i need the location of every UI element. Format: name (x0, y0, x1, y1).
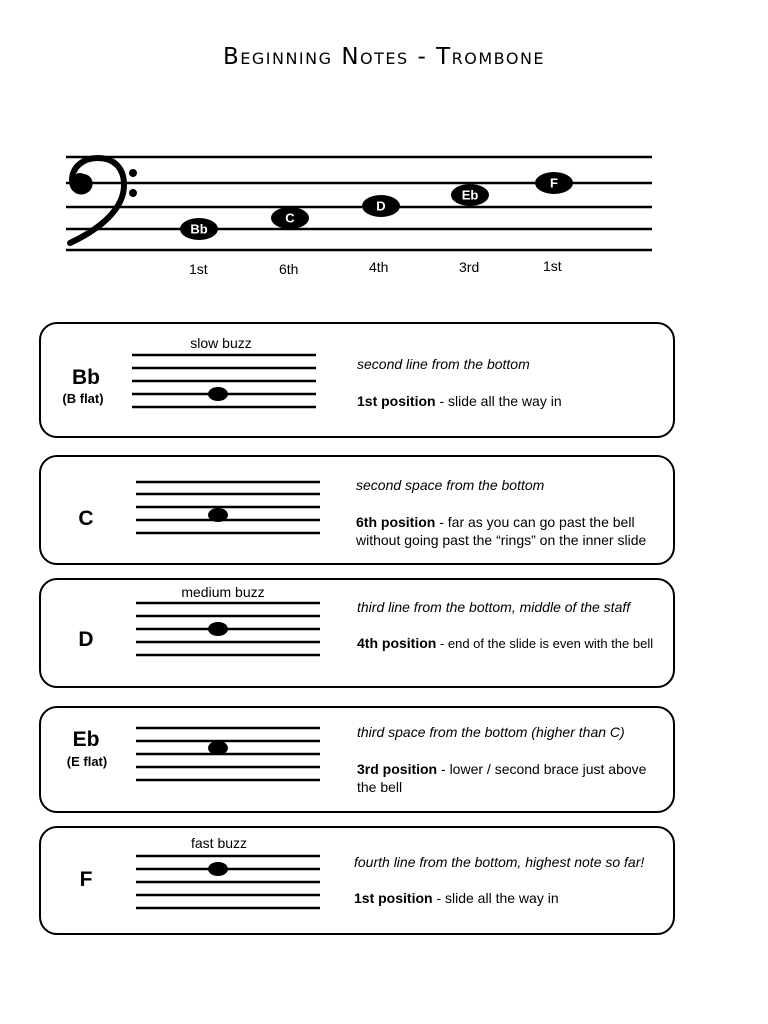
position-label: 3rd (459, 259, 480, 275)
overview-note-label: Eb (461, 187, 479, 203)
slide-position (357, 760, 647, 796)
note-alt-name: (E flat) (66, 754, 108, 769)
note-head (208, 387, 228, 401)
slide-position (354, 889, 654, 907)
position-label: 1st (189, 261, 208, 277)
overview-note-label: F (550, 175, 558, 191)
note-name: Bb (72, 366, 100, 389)
note-card-c (39, 455, 675, 565)
note-description: third space from the bottom (higher than C) (357, 724, 625, 740)
overview-note-label: Bb (190, 221, 208, 237)
slide-position (357, 634, 657, 653)
position-detail: - far as you can go past the bell without going past the “rings” on the inner slide (356, 514, 647, 548)
overview-note-label: D (376, 198, 386, 214)
note-name: D (78, 628, 94, 651)
note-staff (136, 723, 326, 783)
note-description: second line from the bottom (357, 356, 530, 372)
slide-position (356, 513, 674, 549)
note-card-bb (39, 322, 675, 438)
position-name: 6th position (356, 514, 436, 530)
position-name: 3rd position (357, 761, 438, 777)
position-name: 4th position (357, 635, 437, 651)
page-title: Beginning Notes - Trombone (222, 44, 546, 70)
note-description: second space from the bottom (356, 477, 545, 493)
note-name: Eb (72, 728, 100, 751)
position-label: 4th (369, 259, 389, 275)
note-head (208, 862, 228, 876)
note-card-d (39, 578, 675, 688)
note-alt-name: (B flat) (62, 391, 104, 406)
position-name: 1st position (354, 890, 433, 906)
note-description: third line from the bottom, middle of the staff (357, 599, 631, 615)
position-detail: - slide all the way in (432, 890, 559, 906)
note-head (208, 508, 228, 522)
buzz-label: slow buzz (190, 335, 252, 351)
buzz-label: fast buzz (190, 835, 248, 851)
note-head (208, 741, 228, 755)
note-staff (132, 350, 322, 410)
position-label: 1st (543, 258, 562, 274)
buzz-label: medium buzz (181, 584, 265, 600)
position-detail: - slide all the way in (435, 393, 562, 409)
position-name: 1st position (357, 393, 436, 409)
overview-staff-section (0, 140, 768, 290)
note-name: F (79, 868, 93, 891)
note-name: C (78, 507, 94, 530)
position-detail: - end of the slide is even with the bell (436, 636, 654, 651)
position-label: 6th (279, 261, 299, 277)
note-staff (136, 851, 326, 911)
note-head (208, 622, 228, 636)
note-staff (136, 477, 326, 537)
note-card-f (39, 826, 675, 935)
slide-position (357, 392, 667, 410)
overview-note-label: C (285, 210, 295, 226)
note-staff (136, 598, 326, 658)
note-description: fourth line from the bottom, highest note so far! (354, 854, 645, 870)
position-detail: - lower / second brace just above the bell (357, 761, 647, 795)
note-card-eb (39, 706, 675, 813)
